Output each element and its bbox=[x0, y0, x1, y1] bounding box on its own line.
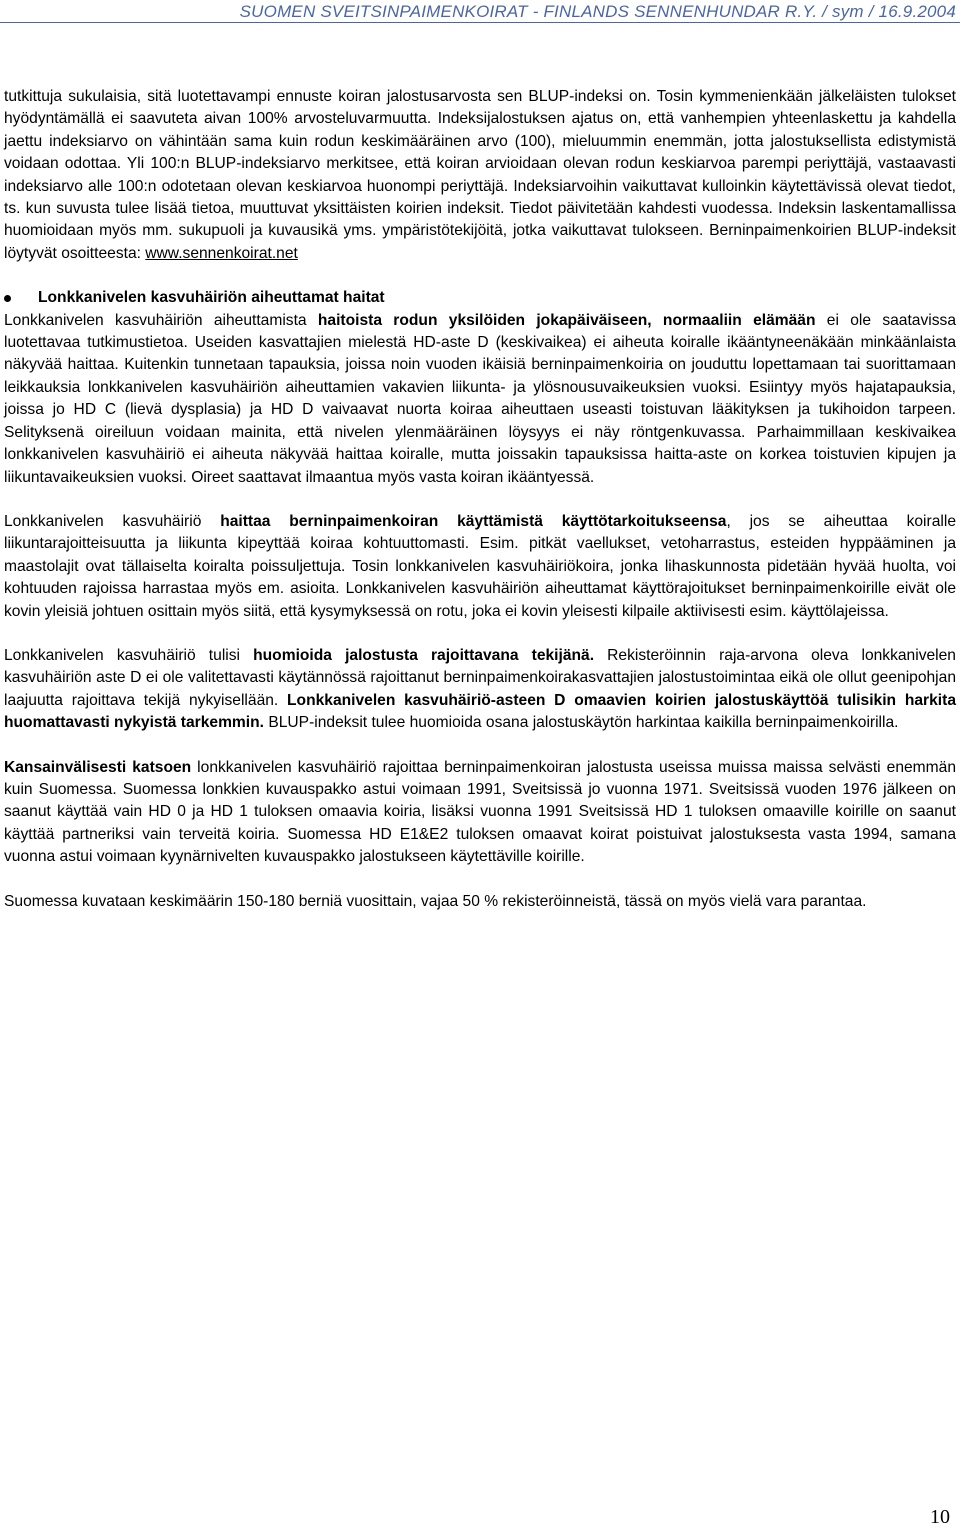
header-rule bbox=[0, 22, 960, 23]
paragraph-bold-text: haittaa berninpaimenkoiran käyttämistä käyttötarkoitukseensa bbox=[220, 512, 727, 530]
document-body bbox=[4, 86, 956, 913]
section-heading bbox=[4, 287, 956, 309]
paragraph-gap bbox=[4, 869, 956, 891]
paragraph-international bbox=[4, 757, 956, 869]
paragraph-gap bbox=[4, 489, 956, 511]
paragraph-text: tutkittuja sukulaisia, sitä luotettavampi ennuste koiran jalostusarvosta sen BLUP-indeksi on. Tosin kymmenienkään jälkeläisten tulokset hyödyntämällä ei saavuteta aivan 100% arvosteluvarmuutta. Indeksijalostuksen ajatus on, että vanhempien yhteenlaskettu ja kahdella jaettu indeksiarvo on vähintään sama kuin rodun keskimääräinen arvo (100), mieluummin enemmän, jotta jalostuksellista edistymistä voidaan odottaa. Yli 100:n BLUP-indeksiarvo merkitsee, että koiran arvioidaan olevan rodun keskiarvoa parempi periyttäjä, vastaavasti indeksiarvo alle 100:n odotetaan olevan keskiarvoa huonompi periyttäjä. Indeksiarvoihin vaikuttavat kulloinkin käytettävissä olevat tiedot, ts. kun suvusta tulee lisää tietoa, muuttuvat yksittäisten koirien indeksit. Tiedot päivitetään kahdesti vuodessa. Indeksin laskentamallissa huomioidaan myös mm. sukupuoli ja kuvausikä yms. ympäristötekijöitä, jotka vaikuttavat tulokseen. Berninpaimenkoirien BLUP-indeksit löytyvät osoitteesta: bbox=[4, 88, 956, 262]
paragraph-breeding bbox=[4, 645, 956, 735]
paragraph-blup bbox=[4, 86, 956, 265]
paragraph-bold-text: huomioida jalostusta rajoittavana tekijänä. bbox=[253, 646, 595, 664]
paragraph-bold-text: haitoista rodun yksilöiden jokapäiväiseen, normaaliin elämään bbox=[317, 311, 816, 329]
paragraph-gap bbox=[4, 735, 956, 757]
section-heading-text: Lonkkanivelen kasvuhäiriön aiheuttamat haitat bbox=[38, 289, 385, 307]
paragraph-text: Lonkkanivelen kasvuhäiriö bbox=[4, 512, 221, 530]
paragraph-text: , jos se aiheuttaa koiralle liikuntarajoitteisuutta ja liikunta kipeyttää koiraa kohtuuttomasti. Esim. pitkät vaellukset, vetoharrastus, esteiden hyppääminen ja maastolajit ovat tällaiselta koiralta poissuljettuja. Tosin lonkkanivelen kasvuhäiriökoira, jonka lihaskunnosta pidetään hyvää huolta, voi kohtuuden rajoissa harrastaa myös em. asioita. Lonkkanivelen kasvuhäiriön aiheuttamat käyttörajoitukset berninpaimenkoirille eivät ole kovin yleisiä johtuen osittain myös siitä, että kysymyksessä on rotu, joka ei kovin yleisesti kilpaile aktiivisesti esim. käyttölajeissa. bbox=[4, 512, 956, 620]
paragraph-bold-text: Kansainvälisesti katsoen bbox=[4, 758, 192, 776]
paragraph-text: lonkkanivelen kasvuhäiriö rajoittaa berninpaimenkoiran jalostusta useissa muissa maissa selvästi enemmän kuin Suomessa. Suomessa lonkkien kuvauspakko astui voimaan 1991, Sveitsissä jo vuonna 1971. Sveitsissä vuoden 1976 jälkeen on saanut käyttää vain HD 0 ja HD 1 tuloksen omaavia koiria, lisäksi vuonna 1991 Sveitsissä HD 1 tuloksen omaaville koirille on saanut käyttää partneriksi vain terveitä koiria. Suomessa HD E1&E2 tuloksen omaavat koirat poistuivat jalostuksesta vasta 1994, samana vuonna astui voimaan kyynärnivelten kuvauspakko jalostukseen käytettäville koirille. bbox=[4, 758, 956, 866]
paragraph-text: Lonkkanivelen kasvuhäiriön aiheuttamista bbox=[4, 311, 318, 329]
page-number: 10 bbox=[930, 1506, 950, 1528]
paragraph-text: BLUP-indeksit tulee huomioida osana jalostuskäytön harkintaa kaikilla berninpaimenkoirilla. bbox=[264, 714, 899, 732]
paragraph-statistics bbox=[4, 891, 956, 913]
paragraph-text: ei ole saatavissa luotettavaa tutkimustietoa. Useiden kasvattajien mielestä HD-aste D (keskivaikea) ei aiheuta koiralle ikääntyneenäkään minkäänlaista näkyvää haittaa. Kuitenkin tunnetaan tapauksia, joissa noin vuoden ikäisiä berninpaimenkoiria on jouduttu lopettamaan tai suorittamaan leikkauksia lonkkanivelen kasvuhäiriön aiheuttamien vakavien liikunta- ja ylösnousuvaikeuksien vuoksi. Esiintyy myös hajatapauksia, joissa jo HD C (lievä dysplasia) ja HD D vaivaavat nuorta koiraa aiheuttaen useasti toistuvan lääkityksen ja tukihoidon tarpeen. Selityksenä oireiluun voidaan mainita, että nivelen ylenmääräinen löysyys ei näy röntgenkuvassa. Parhaimmillaan keskivaikea lonkkanivelen kasvuhäiriö ei aiheuta näkyvää haittaa koiralle, mutta joissakin tapauksissa haitta-aste on korkea toistuvien kipujen ja liikuntavaikeuksien vuoksi. Oireet saattavat ilmaantua myös vasta koiran ikääntyessä. bbox=[4, 311, 956, 486]
paragraph-usage bbox=[4, 511, 956, 623]
bullet-icon bbox=[4, 295, 11, 302]
paragraph-text: Rekisteröinnin raja-arvona oleva lonkkanivelen kasvuhäiriön aste D ei ole valitettavasti käytännössä rajoittanut berninpaimenkoirakasvattajien jalostustoimintaa eikä ole ollut geenipohjan laajuutta rajoittava tekijä nykyisellään. bbox=[4, 646, 956, 709]
paragraph-harms bbox=[4, 310, 956, 489]
paragraph-text: Lonkkanivelen kasvuhäiriö tulisi bbox=[4, 646, 254, 664]
paragraph-text: Suomessa kuvataan keskimäärin 150-180 berniä vuosittain, vajaa 50 % rekisteröinneistä, tässä on myös vielä vara parantaa. bbox=[4, 892, 867, 910]
website-link[interactable]: www.sennenkoirat.net bbox=[145, 244, 298, 262]
paragraph-gap bbox=[4, 265, 956, 287]
running-header: SUOMEN SVEITSINPAIMENKOIRAT - FINLANDS SENNENHUNDAR R.Y. / sym / 16.9.2004 bbox=[239, 2, 956, 21]
paragraph-gap bbox=[4, 623, 956, 645]
paragraph-bold-text: Lonkkanivelen kasvuhäiriö-asteen D omaavien koirien jalostuskäyttöä tulisikin harkita huomattavasti nykyistä tarkemmin. bbox=[4, 691, 956, 732]
